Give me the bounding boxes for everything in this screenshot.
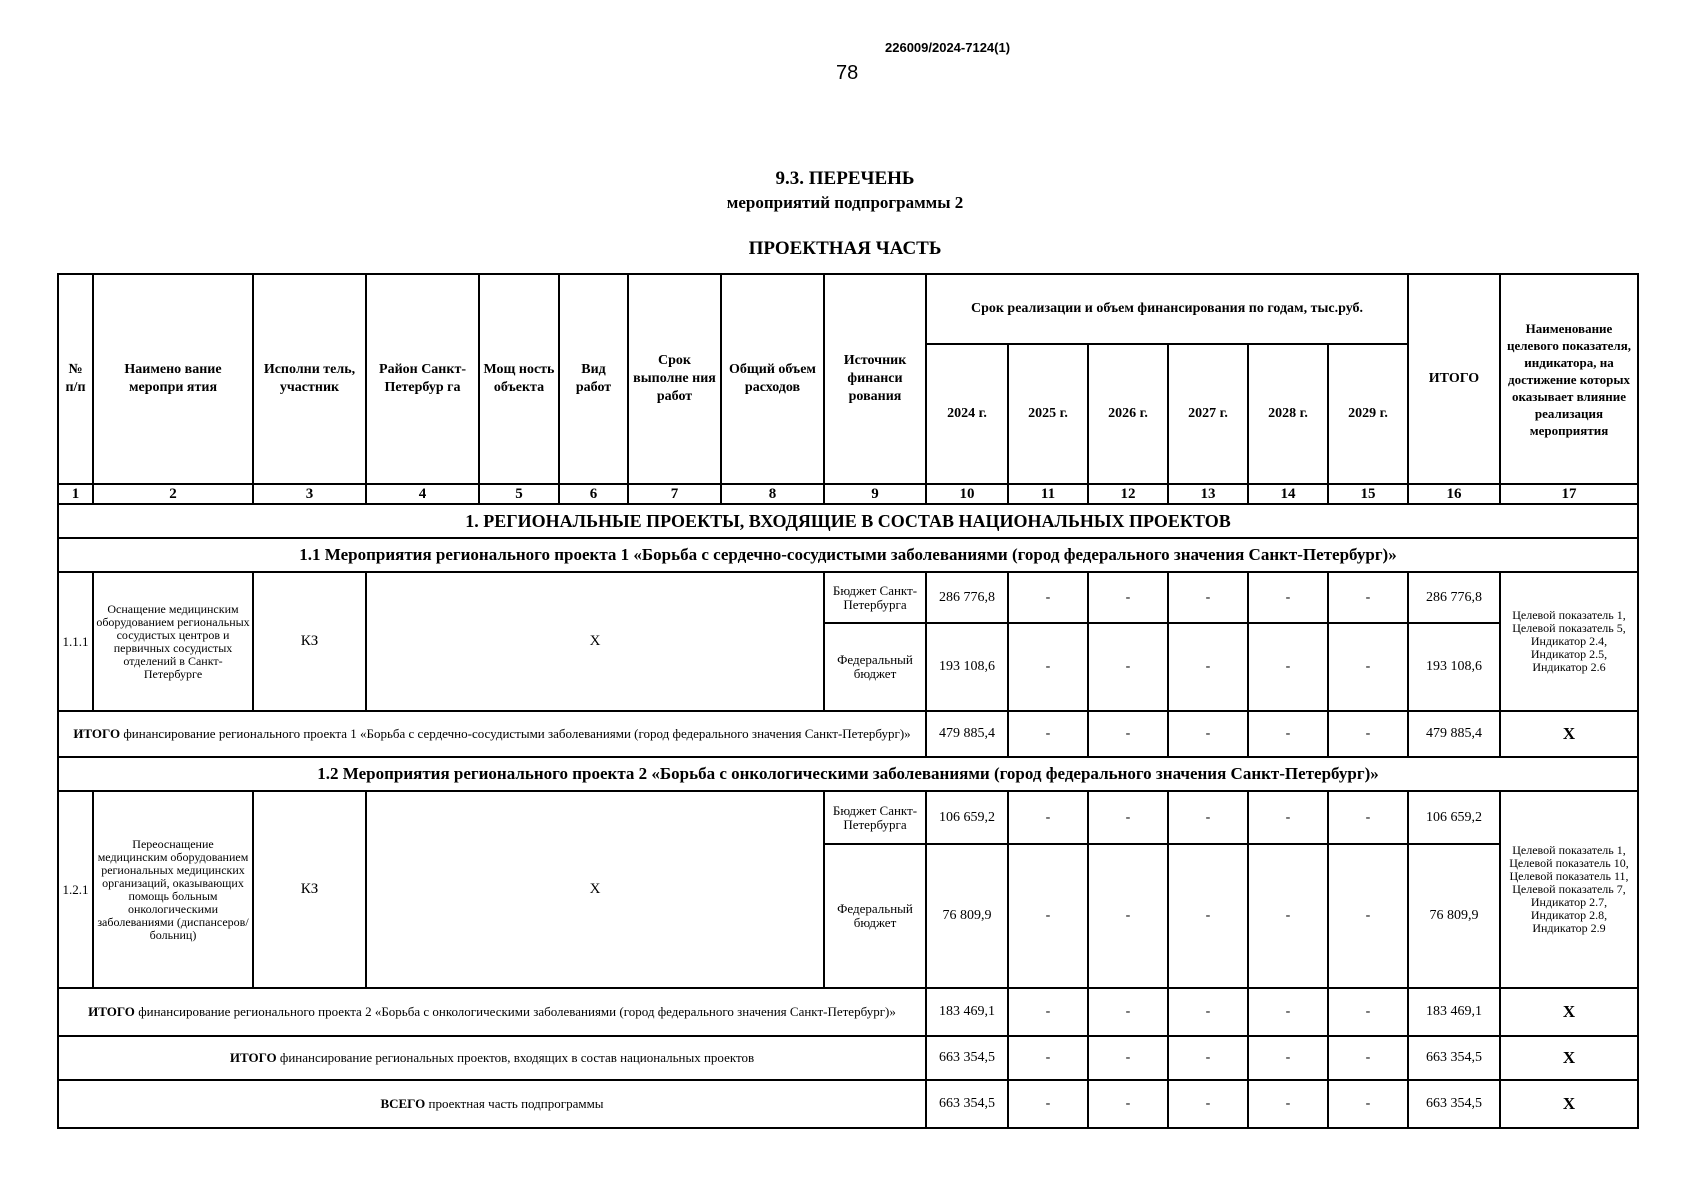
section-heading: ПРОЕКТНАЯ ЧАСТЬ <box>748 238 942 259</box>
col-number: 3 <box>253 484 366 504</box>
amount-2028: - <box>1248 1080 1328 1128</box>
amount-2027: - <box>1168 1036 1248 1080</box>
amount-2026: - <box>1088 572 1168 623</box>
total-keyword: ИТОГО <box>229 1050 277 1065</box>
page-number: 78 <box>836 62 859 84</box>
amount-total: 663 354,5 <box>1408 1080 1500 1128</box>
amount-2029: - <box>1328 572 1408 623</box>
grand-total-label <box>58 1080 926 1128</box>
document-subtitle: мероприятий подпрограммы 2 <box>726 193 964 212</box>
amount-total: 106 659,2 <box>1408 791 1500 844</box>
header-year: 2029 г. <box>1328 344 1408 484</box>
amount-2028: - <box>1248 791 1328 844</box>
amount-total: 479 885,4 <box>1408 711 1500 757</box>
not-applicable-mark: X <box>1500 711 1638 757</box>
activities-table <box>57 273 1639 1129</box>
target-indicators: Целевой показатель 1, Целевой показатель 10, Целевой показатель 11, Целевой показатель 7, Индикатор 2.7, Индикатор 2.8, Индикатор 2.9 <box>1500 791 1638 988</box>
amount-2024: 183 469,1 <box>926 988 1008 1036</box>
amount-2029: - <box>1328 1080 1408 1128</box>
amount-2029: - <box>1328 711 1408 757</box>
amount-2026: - <box>1088 844 1168 988</box>
header-source: Источник финанси рования <box>824 274 926 484</box>
amount-2029: - <box>1328 791 1408 844</box>
activity-name: Оснащение медицинским оборудованием региональных сосудистых центров и первичных сосудистых отделений в Санкт-Петербурге <box>93 572 253 711</box>
col-number: 17 <box>1500 484 1638 504</box>
amount-2027: - <box>1168 572 1248 623</box>
subsection-title: 1.1 Мероприятия регионального проекта 1 «Борьба с сердечно-сосудистыми заболеваниями (город федерального значения Санкт-Петербург)» <box>58 538 1638 572</box>
header-name: Наимено вание меропри ятия <box>93 274 253 484</box>
header-period: Срок реализации и объем финансирования по годам, тыс.руб. <box>926 274 1408 344</box>
col-number: 11 <box>1008 484 1088 504</box>
amount-2028: - <box>1248 572 1328 623</box>
section-title: 1. РЕГИОНАЛЬНЫЕ ПРОЕКТЫ, ВХОДЯЩИЕ В СОСТАВ НАЦИОНАЛЬНЫХ ПРОЕКТОВ <box>58 504 1638 538</box>
document-title: 9.3. ПЕРЕЧЕНЬ <box>775 168 915 189</box>
amount-2027: - <box>1168 1080 1248 1128</box>
col-number: 13 <box>1168 484 1248 504</box>
activity-name: Переоснащение медицинским оборудованием региональных медицинских организаций, оказывающих помощь больным онкологическими заболеваниями (диспансеров/больниц) <box>93 791 253 988</box>
header-work-type: Вид работ <box>559 274 628 484</box>
subtotal-keyword: ИТОГО <box>73 726 121 741</box>
col-number: 15 <box>1328 484 1408 504</box>
header-executor: Исполни тель, участник <box>253 274 366 484</box>
col-number: 2 <box>93 484 253 504</box>
header-itogo: ИТОГО <box>1408 274 1500 484</box>
header-year: 2028 г. <box>1248 344 1328 484</box>
amount-2025: - <box>1008 1036 1088 1080</box>
target-indicators: Целевой показатель 1, Целевой показатель 5, Индикатор 2.4, Индикатор 2.5, Индикатор 2.6 <box>1500 572 1638 711</box>
amount-total: 193 108,6 <box>1408 623 1500 711</box>
grand-total-keyword: ВСЕГО <box>380 1096 426 1111</box>
total-text: финансирование региональных проектов, входящих в состав национальных проектов <box>276 1050 755 1065</box>
subtotal-text: финансирование регионального проекта 2 «Борьба с онкологическими заболеваниями (город федерального значения Санкт-Петербург)» <box>134 1004 896 1019</box>
header-term: Срок выполне ния работ <box>628 274 721 484</box>
amount-2027: - <box>1168 623 1248 711</box>
subtotal-label <box>58 988 926 1036</box>
col-number: 9 <box>824 484 926 504</box>
col-number: 8 <box>721 484 824 504</box>
header-target: Наименование целевого показателя, индикатора, на достижение которых оказывает влияние реализация мероприятия <box>1500 274 1638 484</box>
amount-2027: - <box>1168 844 1248 988</box>
col-number: 14 <box>1248 484 1328 504</box>
amount-2024: 663 354,5 <box>926 1036 1008 1080</box>
amount-2029: - <box>1328 988 1408 1036</box>
amount-2024: 76 809,9 <box>926 844 1008 988</box>
amount-2026: - <box>1088 1036 1168 1080</box>
amount-2025: - <box>1008 711 1088 757</box>
amount-2028: - <box>1248 1036 1328 1080</box>
header-capacity: Мощ ность объекта <box>479 274 559 484</box>
header-year: 2027 г. <box>1168 344 1248 484</box>
amount-2024: 663 354,5 <box>926 1080 1008 1128</box>
amount-2026: - <box>1088 791 1168 844</box>
header-district: Район Санкт-Петербур га <box>366 274 479 484</box>
amount-2026: - <box>1088 623 1168 711</box>
amount-2027: - <box>1168 791 1248 844</box>
amount-2029: - <box>1328 623 1408 711</box>
amount-2025: - <box>1008 623 1088 711</box>
header-year: 2026 г. <box>1088 344 1168 484</box>
not-applicable-mark: X <box>1500 988 1638 1036</box>
amount-2027: - <box>1168 711 1248 757</box>
not-applicable-mark: X <box>1500 1080 1638 1128</box>
document-number: 226009/2024-7124(1) <box>885 40 1011 55</box>
amount-2024: 479 885,4 <box>926 711 1008 757</box>
total-label <box>58 1036 926 1080</box>
not-applicable-mark: X <box>366 572 824 711</box>
col-number: 6 <box>559 484 628 504</box>
amount-2025: - <box>1008 844 1088 988</box>
amount-2024: 286 776,8 <box>926 572 1008 623</box>
row-number: 1.2.1 <box>58 791 93 988</box>
amount-2025: - <box>1008 1080 1088 1128</box>
amount-2028: - <box>1248 988 1328 1036</box>
amount-total: 183 469,1 <box>1408 988 1500 1036</box>
col-number: 4 <box>366 484 479 504</box>
funding-source: Федеральный бюджет <box>824 623 926 711</box>
amount-total: 663 354,5 <box>1408 1036 1500 1080</box>
amount-2028: - <box>1248 844 1328 988</box>
header-no: № п/п <box>58 274 93 484</box>
amount-total: 76 809,9 <box>1408 844 1500 988</box>
funding-source: Бюджет Санкт-Петербурга <box>824 572 926 623</box>
amount-2025: - <box>1008 572 1088 623</box>
amount-2026: - <box>1088 1080 1168 1128</box>
amount-2024: 193 108,6 <box>926 623 1008 711</box>
grand-total-text: проектная часть подпрограммы <box>425 1096 604 1111</box>
subtotal-text: финансирование регионального проекта 1 «Борьба с сердечно-сосудистыми заболеваниями (город федерального значения Санкт-Петербург)» <box>120 726 911 741</box>
amount-2029: - <box>1328 1036 1408 1080</box>
amount-2028: - <box>1248 623 1328 711</box>
amount-2027: - <box>1168 988 1248 1036</box>
col-number: 5 <box>479 484 559 504</box>
subtotal-label <box>58 711 926 757</box>
amount-2026: - <box>1088 988 1168 1036</box>
amount-2028: - <box>1248 711 1328 757</box>
col-number: 10 <box>926 484 1008 504</box>
not-applicable-mark: X <box>366 791 824 988</box>
amount-2025: - <box>1008 791 1088 844</box>
amount-2024: 106 659,2 <box>926 791 1008 844</box>
header-year: 2024 г. <box>926 344 1008 484</box>
funding-source: Бюджет Санкт-Петербурга <box>824 791 926 844</box>
row-number: 1.1.1 <box>58 572 93 711</box>
header-year: 2025 г. <box>1008 344 1088 484</box>
executor: КЗ <box>253 572 366 711</box>
amount-2025: - <box>1008 988 1088 1036</box>
amount-2029: - <box>1328 844 1408 988</box>
subsection-title: 1.2 Мероприятия регионального проекта 2 «Борьба с онкологическими заболеваниями (город федерального значения Санкт-Петербург)» <box>58 757 1638 791</box>
header-total-cost: Общий объем расходов <box>721 274 824 484</box>
col-number: 12 <box>1088 484 1168 504</box>
amount-total: 286 776,8 <box>1408 572 1500 623</box>
col-number: 16 <box>1408 484 1500 504</box>
subtotal-keyword: ИТОГО <box>88 1004 135 1019</box>
funding-source: Федеральный бюджет <box>824 844 926 988</box>
not-applicable-mark: X <box>1500 1036 1638 1080</box>
amount-2026: - <box>1088 711 1168 757</box>
executor: КЗ <box>253 791 366 988</box>
col-number: 1 <box>58 484 93 504</box>
col-number: 7 <box>628 484 721 504</box>
